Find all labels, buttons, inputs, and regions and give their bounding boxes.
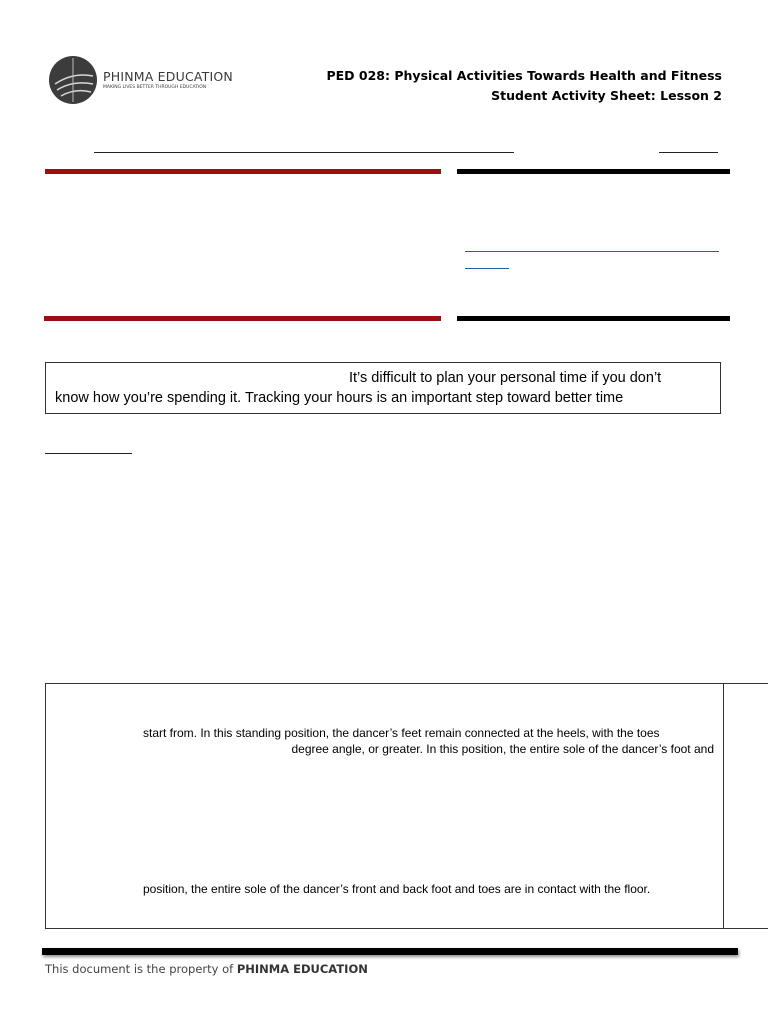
section-bar-black-top — [457, 169, 730, 174]
positions-line-2: degree angle, or greater. In this position, the entire sole of the dancer’s foot and — [291, 742, 714, 756]
positions-line-1: start from. In this standing position, the dancer’s feet remain connected at the heels, with the toes — [143, 726, 660, 740]
sheet-title: Student Activity Sheet: Lesson 2 — [491, 88, 722, 103]
footer-text — [45, 962, 368, 976]
footer-owner: PHINMA EDUCATION — [236, 962, 368, 976]
section-bar-red-bottom — [44, 316, 441, 321]
logo-name: PHINMA EDUCATION — [103, 69, 233, 84]
link-underline-2[interactable] — [465, 268, 509, 269]
link-underline[interactable] — [465, 251, 719, 252]
name-line — [94, 152, 514, 153]
section-heading-underline — [45, 453, 132, 454]
footer-prefix: This document is the property of — [45, 962, 237, 976]
course-title: PED 028: Physical Activities Towards Health and Fitness — [326, 68, 722, 83]
intro-line-1: It’s difficult to plan your personal time if you don’t — [349, 370, 662, 386]
positions-line-3: position, the entire sole of the dancer’s front and back foot and toes are in contact with the floor. — [143, 882, 651, 896]
footer-bar — [42, 948, 738, 955]
date-line — [659, 152, 718, 153]
box-column-divider — [723, 684, 724, 928]
phinma-emblem-icon — [47, 54, 99, 106]
logo-tagline: MAKING LIVES BETTER THROUGH EDUCATION — [103, 85, 207, 90]
intro-box — [45, 362, 721, 414]
phinma-logo — [47, 54, 233, 106]
section-bar-red-top — [45, 169, 441, 174]
positions-box — [45, 683, 768, 929]
section-bar-black-bottom — [457, 316, 730, 321]
intro-line-2: know how you’re spending it. Tracking your hours is an important step toward better time — [55, 390, 624, 406]
